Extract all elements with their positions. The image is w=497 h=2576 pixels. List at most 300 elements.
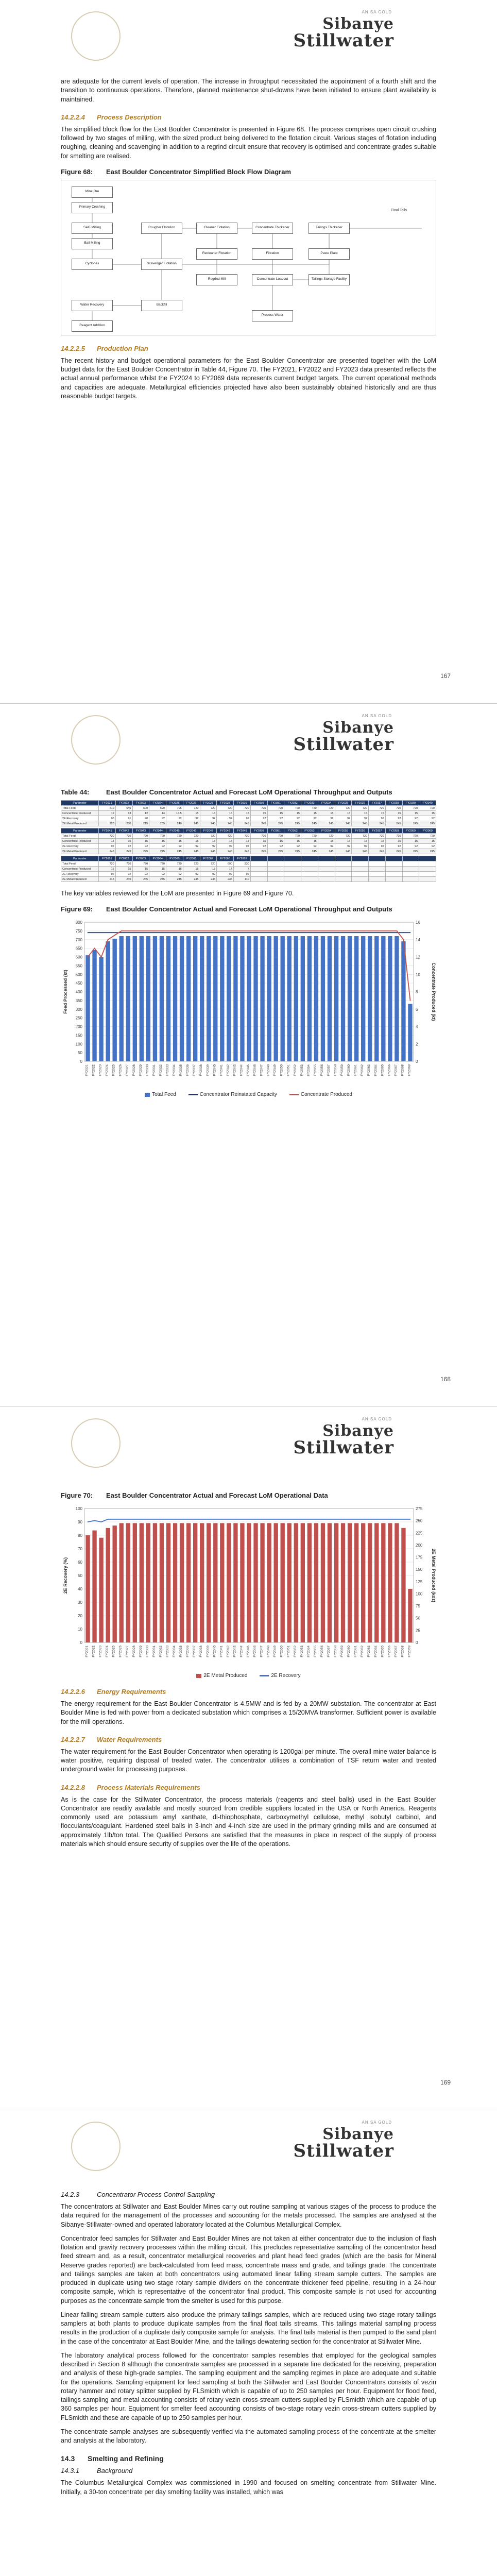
legend-item — [145, 1092, 176, 1097]
bar — [341, 1523, 345, 1642]
x-tick-label: FY2029 — [139, 1646, 143, 1657]
x-tick-label: FY2048 — [266, 1646, 270, 1657]
bar — [119, 1523, 124, 1642]
flow-box: Mine Ore — [72, 187, 113, 198]
y-tick-label: 600 — [75, 955, 82, 960]
bar — [388, 1523, 392, 1642]
line-point — [349, 1519, 350, 1520]
legend-item — [260, 1673, 300, 1679]
line-point — [235, 930, 236, 931]
line-point — [396, 930, 397, 931]
flow-box: Concentrate Loadout — [252, 274, 293, 285]
line-point — [128, 933, 129, 934]
bar — [99, 1538, 103, 1642]
bar — [321, 1523, 325, 1642]
line-point — [369, 1519, 370, 1520]
y-tick-label: 20 — [78, 1614, 82, 1618]
x-tick-label: FY2066 — [387, 1064, 391, 1077]
year-header: FY2023 — [132, 801, 149, 806]
year-header: FY2038 — [385, 801, 402, 806]
y-tick-label: 700 — [75, 938, 82, 942]
table-row: Total Feed 720 720 720 720 720 720 720 690 330 — [61, 861, 436, 867]
x-tick-label: FY2023 — [98, 1646, 102, 1657]
line-point — [114, 933, 115, 934]
year-header: FY2054 — [318, 828, 335, 834]
line-point — [88, 1521, 89, 1522]
bar — [140, 936, 144, 1061]
bar — [160, 936, 164, 1061]
bar — [281, 936, 285, 1061]
section-heading: 14.2.2.5 Production Plan — [61, 344, 148, 352]
year-header: FY2050 — [250, 828, 267, 834]
bar — [126, 936, 130, 1061]
bar — [294, 1523, 298, 1642]
bar — [287, 936, 292, 1061]
year-header: FY2025 — [166, 801, 183, 806]
page-header — [61, 2110, 436, 2188]
bar — [253, 1523, 258, 1642]
line-point — [181, 933, 182, 934]
bar — [253, 936, 258, 1061]
bar — [348, 1523, 352, 1642]
x-tick-label: FY2046 — [253, 1646, 257, 1657]
page-header — [61, 0, 436, 77]
x-tick-label: FY2024 — [105, 1064, 109, 1077]
y2-tick-label: 0 — [416, 1059, 418, 1064]
x-tick-label: FY2035 — [179, 1646, 183, 1657]
company-logo: AN SA GOLD Sibanye Stillwater — [293, 2120, 394, 2161]
legend-swatch — [196, 1674, 201, 1678]
y2-tick-label: 12 — [416, 955, 420, 960]
flow-box: Concentrate Thickener — [252, 223, 293, 234]
table-row: 2E Recovery 92 92 92 92 92 92 92 92 92 — [61, 872, 436, 877]
x-tick-label: FY2023 — [98, 1064, 102, 1077]
x-tick-label: FY2038 — [199, 1064, 203, 1077]
bar — [321, 936, 325, 1061]
line-point — [262, 1519, 263, 1520]
block-flow-diagram — [61, 180, 436, 335]
bar — [368, 1523, 372, 1642]
flow-box: Ball Milling — [72, 238, 113, 249]
x-tick-label: FY2043 — [233, 1646, 237, 1657]
bar — [301, 1523, 305, 1642]
x-tick-label: FY2042 — [226, 1064, 230, 1077]
bar — [354, 1523, 358, 1642]
x-tick-label: FY2047 — [260, 1064, 264, 1077]
section-heading: 14.2.2.7 Water Requirements — [61, 1735, 162, 1743]
line-point — [276, 930, 277, 931]
line-point — [221, 933, 222, 934]
y2-tick-label: 100 — [416, 1591, 423, 1597]
line-point — [302, 1519, 303, 1520]
x-tick-label: FY2062 — [361, 1646, 365, 1657]
page-number: 167 — [440, 672, 451, 680]
x-tick-label: FY2031 — [152, 1064, 156, 1077]
x-tick-label: FY2067 — [394, 1064, 398, 1077]
year-header: FY2046 — [183, 828, 200, 834]
bar — [381, 1523, 385, 1642]
x-tick-label: FY2067 — [394, 1646, 398, 1657]
line-point — [235, 1519, 236, 1520]
y-tick-label: 80 — [78, 1533, 82, 1538]
line-point — [88, 957, 89, 958]
bar — [193, 1523, 197, 1642]
line-point — [168, 930, 169, 931]
flow-note: Final Tails — [391, 208, 407, 212]
x-tick-label: FY2037 — [193, 1646, 197, 1657]
x-tick-label: FY2051 — [286, 1646, 290, 1657]
table-row: 2E Recovery 92 92 92 92 92 92 92 92 92 92 92 92 92 92 92 92 92 92 92 92 — [61, 844, 436, 849]
line-point — [356, 930, 357, 931]
line-point — [289, 933, 290, 934]
year-header: FY2047 — [200, 828, 217, 834]
year-header: FY2031 — [267, 801, 284, 806]
x-tick-label: FY2027 — [125, 1064, 129, 1077]
line-point — [155, 930, 156, 931]
year-header: FY2029 — [234, 801, 251, 806]
x-tick-label: FY2036 — [186, 1064, 190, 1077]
flow-box: Tailings Thickener — [309, 223, 350, 234]
line-point — [309, 930, 310, 931]
bar — [240, 936, 244, 1061]
line-point — [383, 930, 384, 931]
table-row: 2E Metal Produced 220 230 215 235 240 245 245 245 245 245 245 245 245 245 245 245 245 245 245 245 — [61, 821, 436, 826]
y2-tick-label: 150 — [416, 1567, 423, 1572]
bar — [99, 957, 103, 1062]
year-header: FY2035 — [335, 801, 352, 806]
table-row: Concentrate Produced 15 15 15 15 15 15 15 14 7 — [61, 867, 436, 872]
line-point — [349, 933, 350, 934]
x-tick-label: FY2065 — [381, 1064, 385, 1077]
subsection-heading: 14.3.1 Background — [61, 2467, 133, 2475]
line-point — [141, 1519, 142, 1520]
throughput-chart — [61, 917, 436, 1097]
y2-tick-label: 225 — [416, 1531, 423, 1536]
year-header: FY2053 — [301, 828, 318, 834]
y2-tick-label: 6 — [416, 1007, 418, 1012]
flow-box: Cleaner Flotation — [196, 223, 237, 234]
year-header: FY2063 — [132, 856, 149, 861]
line-point — [356, 933, 357, 934]
x-tick-label: FY2050 — [280, 1646, 284, 1657]
page-170 — [0, 2110, 497, 2576]
year-header: FY2034 — [318, 801, 335, 806]
line-point — [410, 933, 411, 934]
y-tick-label: 70 — [78, 1547, 82, 1551]
bar — [374, 1523, 379, 1642]
line-point — [141, 933, 142, 934]
y-tick-label: 750 — [75, 929, 82, 934]
bar — [281, 1523, 285, 1642]
table-row: 2E Metal Produced 245 245 245 245 245 245 245 245 245 245 245 245 245 245 245 245 245 245 245 245 — [61, 849, 436, 854]
x-tick-label: FY2062 — [361, 1064, 365, 1077]
year-header: FY2048 — [217, 828, 234, 834]
line-point — [242, 933, 243, 934]
year-header: FY2057 — [369, 828, 386, 834]
page-number: 169 — [440, 2079, 451, 2086]
x-tick-label: FY2025 — [112, 1646, 116, 1657]
x-tick-label: FY2041 — [219, 1646, 224, 1657]
line-point — [342, 930, 344, 931]
x-tick-label: FY2068 — [401, 1064, 405, 1077]
year-header: FY2045 — [166, 828, 183, 834]
bar — [153, 1523, 157, 1642]
line-point — [329, 930, 330, 931]
line-point — [121, 933, 122, 934]
line-point — [329, 933, 330, 934]
table-block: Parameter FY2061 FY2062 FY2063 FY2064 FY2065 FY2066 FY2067 FY2068 FY2069 Total Feed 720 720 720 720 720 720 720 690 330 Concentrate Produced 15 15 15 15 15 15 15 14 7 2E Recovery 92 92 92 92 92 92 92 92 92 2E Metal Produced 245 245 245 245 245 245 245 235 110 — [61, 856, 436, 882]
line-point — [235, 933, 236, 934]
x-tick-label: FY2056 — [320, 1064, 324, 1077]
line-point — [195, 1519, 196, 1520]
line-point — [208, 933, 209, 934]
bar — [388, 936, 392, 1061]
year-header: FY2052 — [284, 828, 301, 834]
line-point — [282, 930, 283, 931]
x-tick-label: FY2044 — [239, 1064, 244, 1077]
line-point — [309, 1519, 310, 1520]
flow-arrow — [162, 228, 329, 264]
x-tick-label: FY2033 — [166, 1646, 170, 1657]
x-tick-label: FY2035 — [179, 1064, 183, 1077]
x-tick-label: FY2045 — [246, 1646, 250, 1657]
y2-tick-label: 175 — [416, 1555, 423, 1560]
bar — [334, 1523, 338, 1642]
y2-tick-label: 200 — [416, 1543, 423, 1548]
x-tick-label: FY2030 — [145, 1646, 149, 1657]
table-row: 2E Metal Produced 245 245 245 245 245 245 245 235 110 — [61, 877, 436, 882]
bar — [220, 936, 224, 1061]
x-tick-label: FY2069 — [407, 1064, 412, 1077]
year-header: FY2026 — [183, 801, 200, 806]
decorative-circle — [71, 1418, 121, 1468]
section-heading: 14.3 Smelting and Refining — [61, 2454, 164, 2463]
x-tick-label: FY2042 — [226, 1646, 230, 1657]
x-tick-label: FY2046 — [253, 1064, 257, 1077]
bar — [328, 936, 332, 1061]
x-tick-label: FY2059 — [340, 1646, 345, 1657]
flow-box: Rougher Flotation — [141, 223, 182, 234]
year-header: FY2059 — [402, 828, 419, 834]
x-tick-label: FY2056 — [320, 1646, 324, 1657]
y2-axis-label: Concentrate Produced (kt) — [431, 962, 436, 1021]
legend-item — [196, 1673, 247, 1679]
bar — [368, 936, 372, 1061]
bar — [119, 936, 124, 1061]
x-tick-label: FY2033 — [166, 1064, 170, 1077]
flow-box: Regrind Mill — [196, 274, 237, 285]
page-header — [61, 1407, 436, 1484]
line-point — [249, 1519, 250, 1520]
flow-box: Tailings Storage Facility — [309, 274, 350, 285]
bar — [341, 936, 345, 1061]
line-point — [410, 1000, 411, 1001]
year-header: FY2058 — [385, 828, 402, 834]
decorative-circle — [71, 11, 121, 61]
legend-label: Concentrate Produced — [300, 1092, 352, 1098]
x-tick-label: FY2025 — [112, 1064, 116, 1077]
bar — [92, 1531, 96, 1642]
line-point — [403, 1519, 404, 1520]
line-point — [221, 1519, 222, 1520]
bar — [395, 936, 399, 1061]
bar — [267, 1523, 271, 1642]
bar — [260, 936, 264, 1061]
x-tick-label: FY2021 — [85, 1064, 89, 1077]
bar — [180, 1523, 184, 1642]
x-tick-label: FY2064 — [374, 1646, 378, 1657]
line-point — [148, 930, 149, 931]
y-axis-label: Feed Processed (kt) — [63, 970, 68, 1014]
legend-swatch — [188, 1094, 198, 1095]
chart-legend — [61, 1092, 436, 1097]
line-point — [282, 933, 283, 934]
bar — [314, 936, 318, 1061]
y-tick-label: 250 — [75, 1015, 82, 1021]
section-heading: 14.2.2.8 Process Materials Requirements — [61, 1783, 200, 1791]
bar — [401, 941, 405, 1061]
bar — [193, 936, 197, 1061]
line-point — [128, 1519, 129, 1520]
bar — [166, 936, 170, 1061]
x-tick-label: FY2049 — [273, 1646, 277, 1657]
line-point — [101, 933, 102, 934]
line-point — [141, 930, 142, 931]
bar — [106, 941, 110, 1061]
x-tick-label: FY2052 — [293, 1646, 297, 1657]
y-axis-label: 2E Recovery (%) — [63, 1557, 68, 1594]
line-point — [228, 930, 229, 931]
line-point — [403, 939, 404, 940]
bar — [133, 1523, 137, 1642]
y2-tick-label: 10 — [416, 972, 420, 977]
section-heading: 14.2.3 Concentrator Process Control Sampling — [61, 2191, 215, 2198]
bar — [213, 1523, 217, 1642]
decorative-circle — [71, 715, 121, 765]
body-paragraph: The concentrate sample analyses are subsequently verified via the automated sampling process of the concentrate at the smelter and analysis at the laboratory. — [61, 2428, 436, 2444]
y-tick-label: 60 — [78, 1560, 82, 1565]
y-tick-label: 150 — [75, 1033, 82, 1038]
bar — [200, 1523, 204, 1642]
section-heading: 14.2.2.4 Process Description — [61, 113, 162, 121]
y2-tick-label: 16 — [416, 920, 420, 925]
line-point — [403, 933, 404, 934]
x-tick-label: FY2068 — [401, 1646, 405, 1657]
line-point — [289, 930, 290, 931]
line-point — [316, 933, 317, 934]
line-point — [376, 930, 377, 931]
body-paragraph: Concentrator feed samples for Stillwater and East Boulder Mines are not taken at either concentrator due to the inclusion of flash flotation and gravity recovery processes within the milling circuit. This precludes representative sampling of the concentrator head feed stream and, as a result, concentrator metallurgical recoveries and plant head feed grades (which are the basis for Mineral Reserve grades reported) are back-calculated from feed mass, concentrate mass and grade, and tailings grade. The concentrate and tailings samples are taken at both concentrators using automated linear falling stream sample cutters. The samples are produced in duplicate using two stage rotary sample dividers on the concentrate thickener feed pipeline, resulting in a 24-hour composite sample, which is representative of the concentrator final product. This composite sample is not used for accounting purposes as the concentrate sample from the smelter is used for this purpose. — [61, 2234, 436, 2304]
line-point — [262, 930, 263, 931]
bar — [307, 1523, 312, 1642]
throughput-chart-svg — [61, 917, 436, 1087]
line-point — [155, 933, 156, 934]
flow-box: Cyclones — [72, 259, 113, 270]
x-tick-label: FY2066 — [387, 1646, 391, 1657]
bar — [200, 936, 204, 1061]
line-point — [215, 933, 216, 934]
y-tick-label: 200 — [75, 1024, 82, 1029]
y-tick-label: 400 — [75, 990, 82, 995]
year-header: FY2030 — [250, 801, 267, 806]
line-point — [410, 1519, 411, 1520]
bar — [227, 1523, 231, 1642]
line-point — [228, 1519, 229, 1520]
x-tick-label: FY2028 — [132, 1646, 136, 1657]
x-tick-label: FY2055 — [313, 1064, 317, 1077]
line-point — [215, 1519, 216, 1520]
bar — [267, 936, 271, 1061]
line-point — [389, 1519, 390, 1520]
y-tick-label: 10 — [78, 1627, 82, 1632]
line-point — [94, 948, 95, 949]
line-point — [276, 1519, 277, 1520]
process-description-text: The simplified block flow for the East Boulder Concentrator is presented in Figure 68. The process comprises open circuit crushing followed by two stages of milling, with the sized product being delivered to the flotation circuit. Various stages of flotation including roughing, cleaning and scavenging in addition to a regrind circuit ensure that recovery is optimised and concentrate grades suitable for smelting are realised. — [61, 125, 436, 160]
x-tick-label: FY2048 — [266, 1064, 270, 1077]
flow-box: Primary Crushing — [72, 202, 113, 213]
y2-tick-label: 8 — [416, 990, 418, 995]
year-header: FY2040 — [419, 801, 436, 806]
y2-tick-label: 2 — [416, 1042, 418, 1047]
line-point — [322, 933, 323, 934]
x-tick-label: FY2054 — [306, 1646, 311, 1657]
line-point — [161, 930, 162, 931]
line-point — [389, 933, 390, 934]
line-point — [376, 933, 377, 934]
x-tick-label: FY2021 — [85, 1646, 89, 1657]
bar — [287, 1523, 292, 1642]
year-header: FY2068 — [217, 856, 234, 861]
line-point — [255, 933, 256, 934]
x-tick-label: FY2059 — [340, 1064, 345, 1077]
flow-box: SAG Milling — [72, 223, 113, 234]
line-point — [269, 933, 270, 934]
page-168 — [0, 703, 497, 1406]
year-header: FY2022 — [115, 801, 132, 806]
y2-tick-label: 0 — [416, 1640, 418, 1645]
bar — [133, 936, 137, 1061]
bar — [273, 936, 278, 1061]
y-tick-label: 0 — [80, 1059, 82, 1064]
x-tick-label: FY2061 — [354, 1064, 358, 1077]
y-tick-label: 0 — [80, 1640, 82, 1645]
line-point — [316, 930, 317, 931]
figure-caption: Figure 70: East Boulder Concentrator Actual and Forecast LoM Operational Data — [61, 1492, 328, 1499]
x-tick-label: FY2054 — [306, 1064, 311, 1077]
x-tick-label: FY2047 — [260, 1646, 264, 1657]
bar — [207, 936, 211, 1061]
x-tick-label: FY2040 — [213, 1064, 217, 1077]
x-tick-label: FY2031 — [152, 1646, 156, 1657]
bar — [307, 936, 312, 1061]
bar — [374, 936, 379, 1061]
x-tick-label: FY2064 — [374, 1064, 378, 1077]
bar — [85, 1535, 90, 1642]
y-tick-label: 800 — [75, 920, 82, 925]
line-point — [342, 933, 344, 934]
figure-caption: Figure 68: East Boulder Concentrator Simplified Block Flow Diagram — [61, 167, 292, 176]
x-tick-label: FY2039 — [206, 1646, 210, 1657]
legend-swatch — [289, 1094, 299, 1095]
line-point — [221, 930, 222, 931]
x-tick-label: FY2065 — [381, 1646, 385, 1657]
line-point — [396, 1519, 397, 1520]
bar — [381, 936, 385, 1061]
bar — [395, 1523, 399, 1642]
bar — [401, 1528, 405, 1642]
line-point — [249, 933, 250, 934]
bar — [408, 1589, 412, 1642]
